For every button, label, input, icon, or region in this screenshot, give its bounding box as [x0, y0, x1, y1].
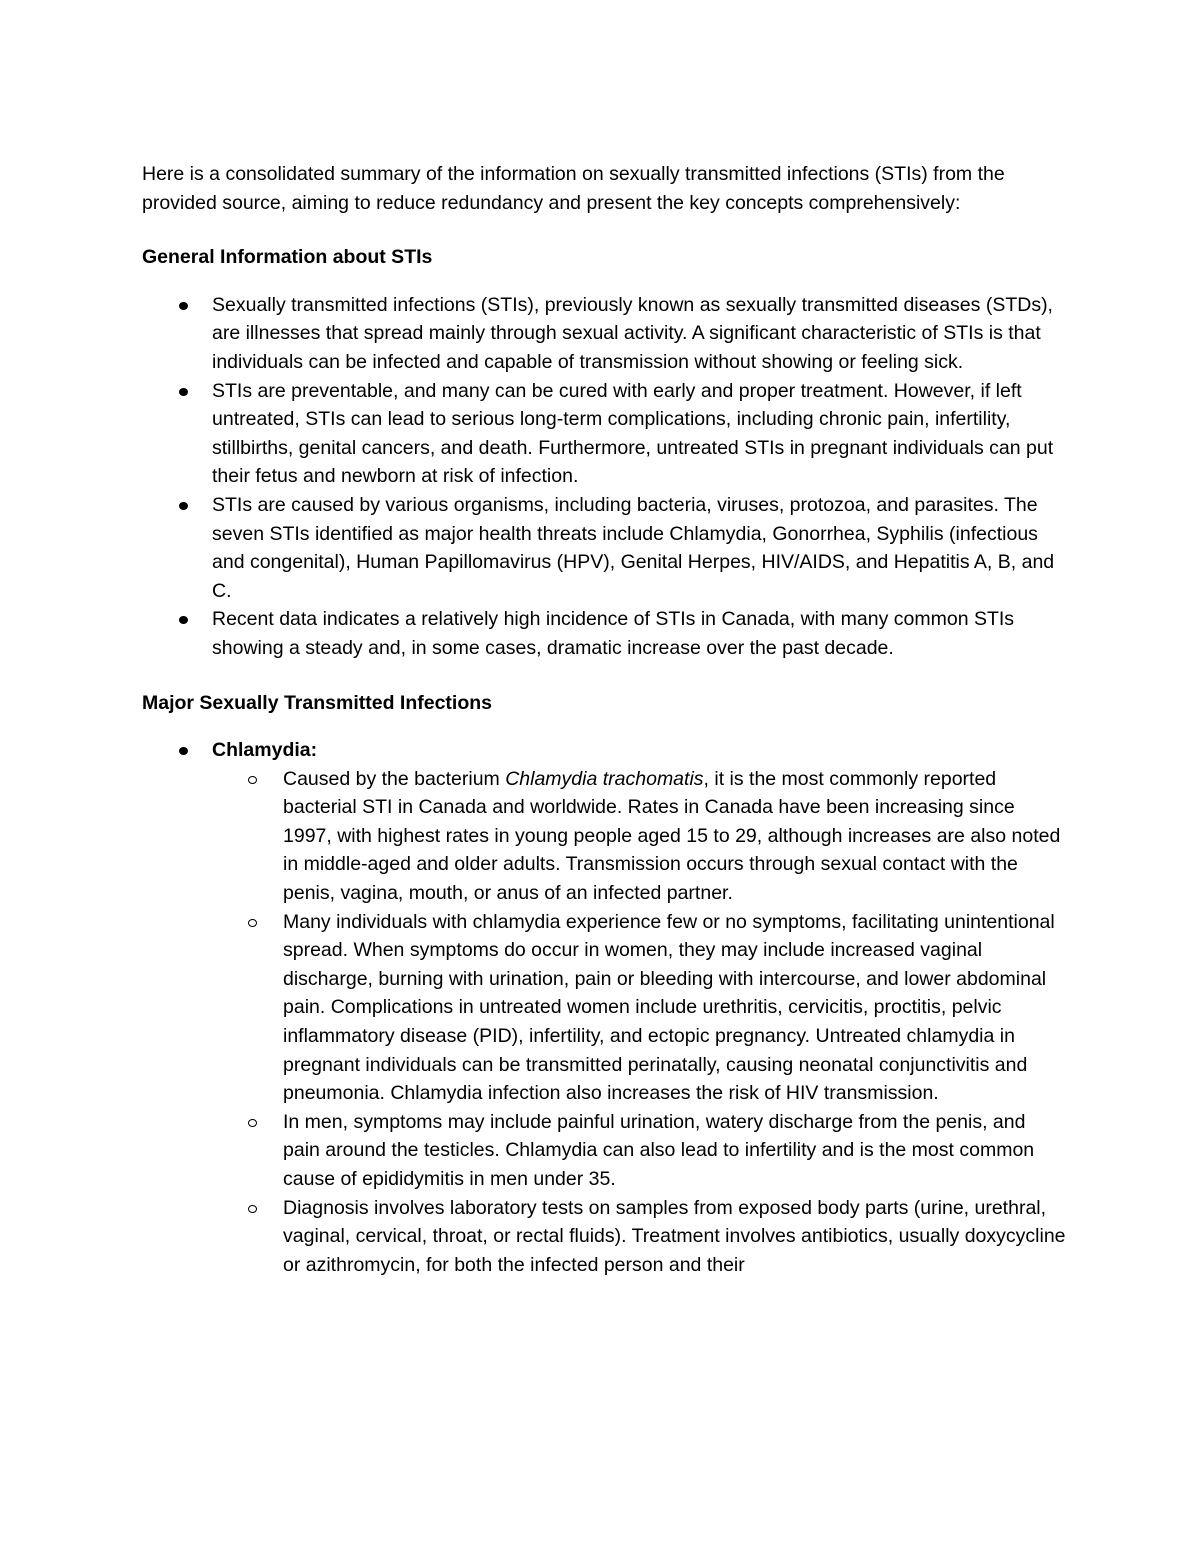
- list-item-text: Sexually transmitted infections (STIs), previously known as sexually transmitted diseases (STDs), are illnesses that spread mainly through sexual activity. A significant characteristic of STIs is that individuals can be infected and capable of transmission without showing or feeling sick.: [212, 293, 1053, 373]
- major-stis-heading: Major Sexually Transmitted Infections: [142, 691, 493, 714]
- sub-item-text: Diagnosis involves laboratory tests on samples from exposed body parts (urine, urethral, vaginal, cervical, throat, or rectal fluids). Treatment involves antibiotics, usually doxycycline or azithromycin, for both the infected person and their: [283, 1196, 1066, 1276]
- sub-list-item: [212, 1194, 1067, 1280]
- general-info-list: [142, 291, 1067, 663]
- bullet-circle-icon: [248, 1205, 257, 1213]
- intro-paragraph: Here is a consolidated summary of the information on sexually transmitted infections (STIs) from the provided source, aiming to reduce redundancy and present the key concepts comprehensively:: [142, 163, 1005, 214]
- bullet-disc-icon: [179, 616, 188, 624]
- major-stis-list: [142, 736, 1067, 1279]
- sub-item-text-post: , it is the most commonly reported bacterial STI in Canada and worldwide. Rates in Canada have been increasing since 1997, with highest rates in young people aged 15 to 29, although increases are also noted in middle-aged and older adults. Transmission occurs through sexual contact with the penis, vagina, mouth, or anus of an infected partner.: [283, 767, 1061, 905]
- list-item: [142, 605, 1067, 662]
- sub-item-text: In men, symptoms may include painful urination, watery discharge from the penis, and pain around the testicles. Chlamydia can also lead to infertility and is the most common cause of epididymitis in men under 35.: [283, 1110, 1035, 1190]
- list-item-text: STIs are caused by various organisms, including bacteria, viruses, protozoa, and parasites. The seven STIs identified as major health threats include Chlamydia, Gonorrhea, Syphilis (infectious and congenital), Human Papillomavirus (HPV), Genital Herpes, HIV/AIDS, and Hepatitis A, B, and C.: [212, 493, 1055, 602]
- sub-item-text-pre: Caused by the bacterium: [283, 767, 506, 790]
- list-item-chlamydia: [142, 736, 1067, 1279]
- chlamydia-sublist: [212, 765, 1067, 1280]
- list-item: [142, 491, 1067, 605]
- general-info-heading: General Information about STIs: [142, 246, 433, 269]
- bullet-circle-icon: [248, 919, 257, 927]
- sub-list-item: [212, 908, 1067, 1108]
- list-item: [142, 377, 1067, 491]
- bullet-circle-icon: [248, 776, 257, 784]
- bullet-disc-icon: [179, 388, 188, 396]
- bullet-disc-icon: [179, 747, 188, 755]
- sub-list-item: [212, 1108, 1067, 1194]
- list-item: [142, 291, 1067, 377]
- sub-item-text: Many individuals with chlamydia experience few or no symptoms, facilitating unintentional spread. When symptoms do occur in women, they may include increased vaginal discharge, burning with urination, pain or bleeding with intercourse, and lower abdominal pain. Complications in untreated women include urethritis, cervicitis, proctitis, pelvic inflammatory disease (PID), infertility, and ectopic pregnancy. Untreated chlamydia in pregnant individuals can be transmitted perinatally, causing neonatal conjunctivitis and pneumonia. Chlamydia infection also increases the risk of HIV transmission.: [283, 910, 1055, 1105]
- chlamydia-label: Chlamydia:: [212, 739, 318, 762]
- bullet-circle-icon: [248, 1119, 257, 1127]
- sub-list-item: [212, 765, 1067, 908]
- list-item-text: STIs are preventable, and many can be cured with early and proper treatment. However, if left untreated, STIs can lead to serious long-term complications, including chronic pain, infertility, stillbirths, genital cancers, and death. Furthermore, untreated STIs in pregnant individuals can put their fetus and newborn at risk of infection.: [212, 379, 1054, 488]
- bullet-disc-icon: [179, 502, 188, 510]
- bullet-disc-icon: [179, 302, 188, 310]
- organism-name: Chlamydia trachomatis: [505, 767, 704, 790]
- list-item-text: Recent data indicates a relatively high incidence of STIs in Canada, with many common STIs showing a steady and, in some cases, dramatic increase over the past decade.: [212, 608, 1015, 659]
- document-content: [142, 160, 1067, 1279]
